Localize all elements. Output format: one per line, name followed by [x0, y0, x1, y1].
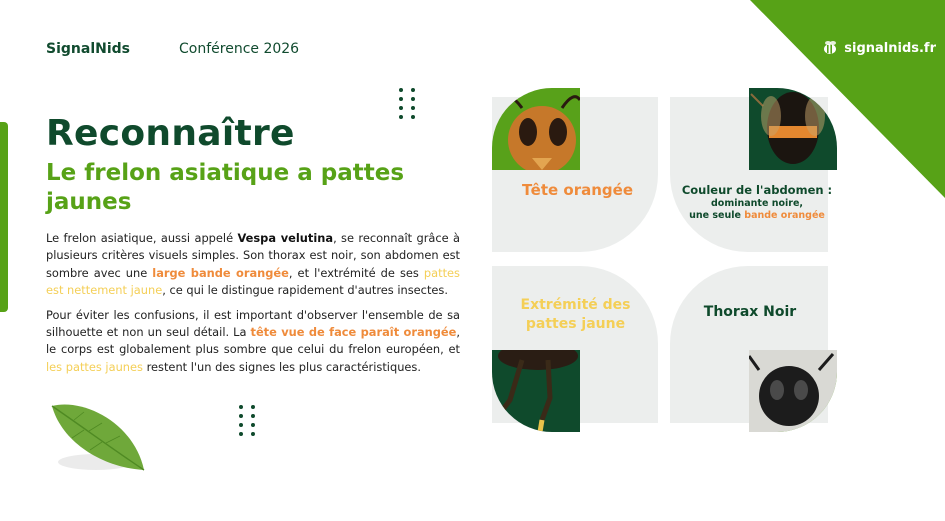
- feature-label-legs: Extrémité des pattes jaune: [520, 297, 631, 332]
- abdomen-line-2: une seule bande orangée: [689, 210, 825, 221]
- abdomen-title: Couleur de l'abdomen :: [681, 183, 833, 197]
- bee-logo-icon: [820, 38, 840, 58]
- page-subtitle: Le frelon asiatique a pattes jaunes: [46, 160, 405, 215]
- highlight-yellow: pattes est nettement jaune: [46, 265, 460, 298]
- feature-label-abdomen: [672, 183, 842, 222]
- leaf-icon: [44, 398, 154, 478]
- dots-decoration: [239, 405, 259, 436]
- highlight-yellow: les pattes jaunes: [46, 359, 143, 374]
- description: [46, 230, 460, 383]
- page-title: Reconnaître: [46, 113, 295, 154]
- dots-decoration: [399, 88, 419, 119]
- event-label: Conférence 2026: [179, 41, 300, 57]
- feature-label-thorax: Thorax Noir: [703, 304, 797, 320]
- brand-name: SignalNids: [46, 41, 130, 57]
- feature-label-head: Tête orangée: [521, 181, 633, 199]
- abdomen-line-1: dominante noire,: [711, 198, 803, 209]
- abdomen-highlight: bande orangée: [744, 210, 825, 221]
- highlight-orange: large bande orangée: [152, 265, 289, 280]
- paragraph-1: Le frelon asiatique, aussi appelé Vespa velutina, se reconnaît grâce à plusieurs critères visuels simples. Son thorax est noir, son abdomen est sombre avec une large bande orangée, et l'extrémité de ses pattes est nettement jaune, ce qui le distingue rapidement d'autres insectes.: [46, 231, 461, 298]
- paragraph-2: Pour éviter les confusions, il est important d'observer l'ensemble de sa silhouette et non un seul détail. La tête vue de face paraît orangée, le corps est globalement plus sombre que celui du frelon européen, et les pattes jaunes restent l'un des signes les plus caractéristiques.: [46, 307, 461, 374]
- left-accent-bar: [0, 122, 8, 312]
- logo-text: signalnids.fr: [844, 40, 936, 56]
- highlight-orange: tête vue de face paraît orangée: [250, 325, 457, 340]
- site-logo[interactable]: [820, 38, 936, 58]
- species-name: Vespa velutina: [237, 231, 334, 245]
